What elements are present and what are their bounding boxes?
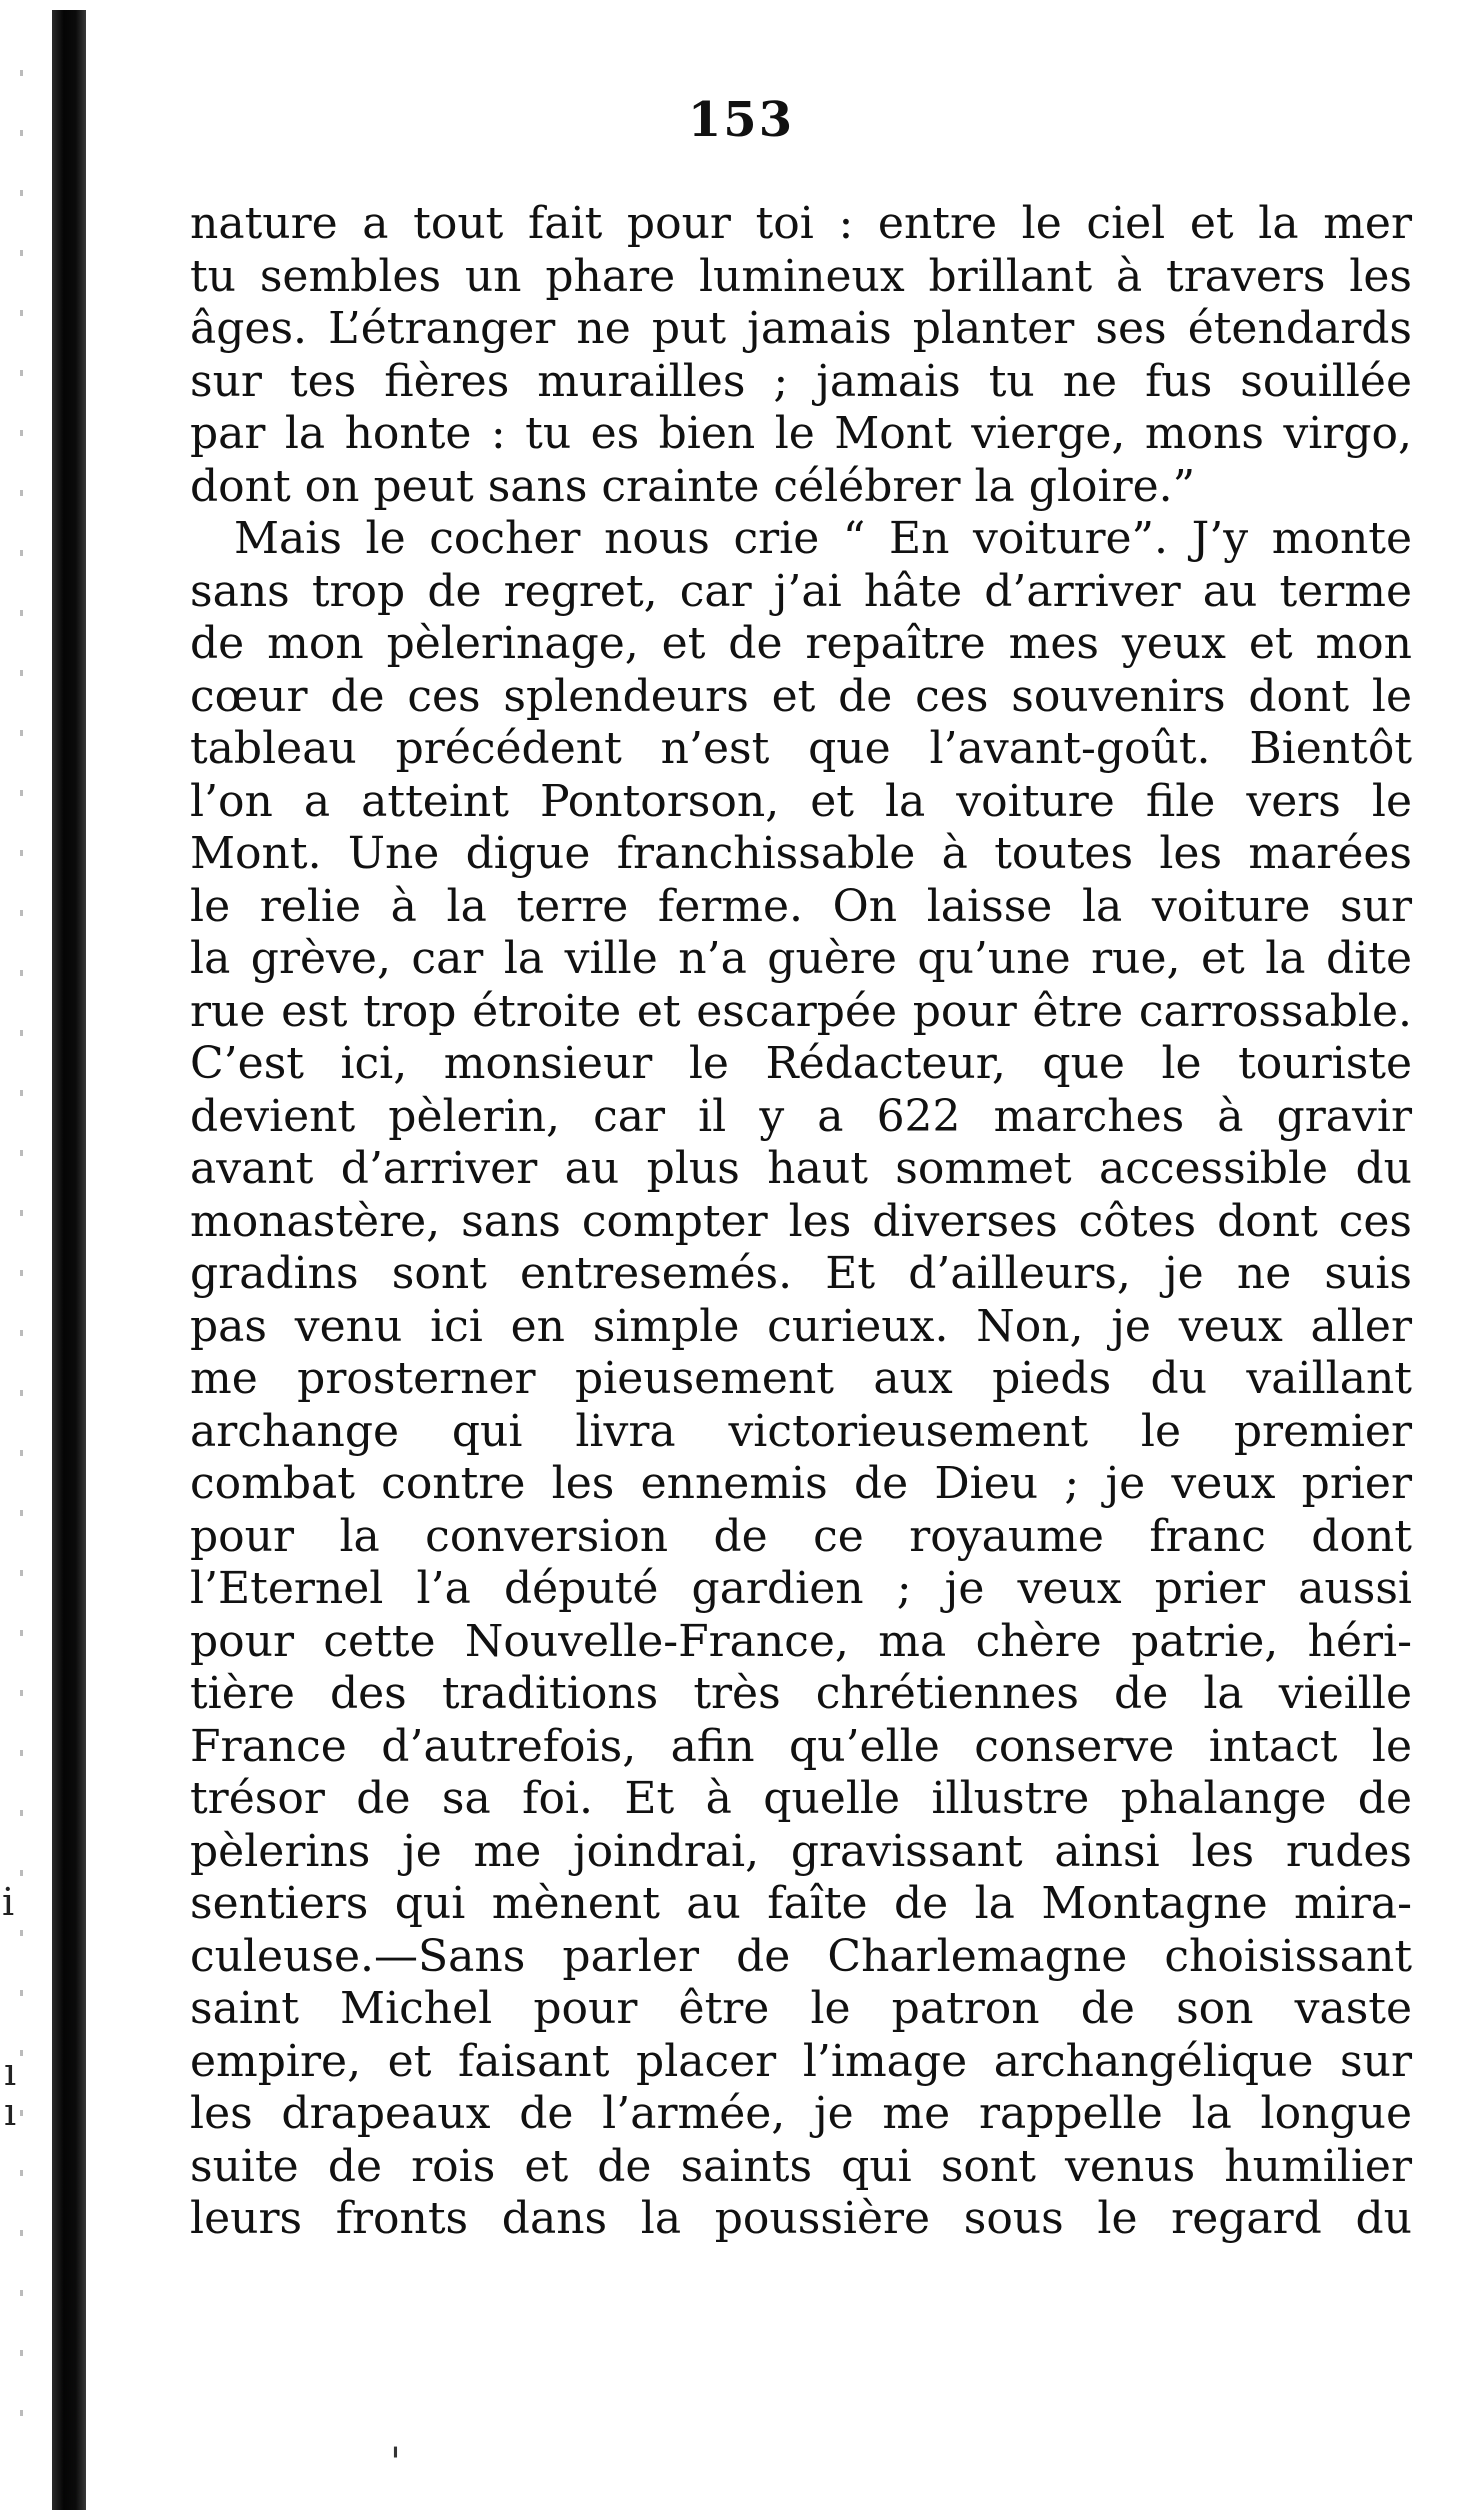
text-line: pour cette Nouvelle-France, ma chère patrie, héri- (190, 1615, 1412, 1667)
text-line: avant d’arriver au plus haut sommet accessible du (190, 1143, 1412, 1194)
text-line: pour la conversion de ce royaume franc dont (190, 1510, 1412, 1562)
text-line: Mais le cocher nous crie “ En voiture”. J’y monte (234, 513, 1412, 564)
text-line: leurs fronts dans la poussière sous le regard du (190, 2193, 1412, 2244)
text-line: nature a tout fait pour toi : entre le ciel et la mer (190, 198, 1412, 249)
text-line: la grève, car la ville n’a guère qu’une rue, et la dite (190, 933, 1412, 984)
text-line: suite de rois et de saints qui sont venus humilier (190, 2140, 1412, 2192)
text-line: les drapeaux de l’armée, je me rappelle la longue (190, 2088, 1412, 2139)
body-text (190, 198, 1412, 2246)
text-line: pas venu ici en simple curieux. Non, je veux aller (190, 1300, 1412, 1352)
text-line: archange qui livra victorieusement le premier (190, 1405, 1412, 1457)
text-line: dont on peut sans crainte célébrer la gloire.” (190, 460, 1196, 512)
text-line: tière des traditions très chrétiennes de la vieille (190, 1668, 1412, 1719)
text-line: l’Eternel l’a député gardien ; je veux prier aussi (190, 1563, 1412, 1614)
text-line: tableau précédent n’est que l’avant-goût. Bientôt (190, 723, 1412, 774)
text-line: sentiers qui mènent au faîte de la Montagne mira- (190, 1878, 1412, 1929)
text-line: pèlerins je me joindrai, gravissant ainsi les rudes (190, 1825, 1412, 1877)
text-line: rue est trop étroite et escarpée pour être carrossable. (190, 985, 1412, 1037)
scan-margin-streak (20, 70, 23, 2470)
text-line: C’est ici, monsieur le Rédacteur, que le touriste (190, 1038, 1412, 1089)
text-line: l’on a atteint Pontorson, et la voiture file vers le (190, 775, 1412, 827)
text-line: de mon pèlerinage, et de repaître mes yeux et mon (190, 618, 1412, 669)
text-line: culeuse.—Sans parler de Charlemagne choisissant (190, 1930, 1412, 1982)
margin-speck: ı (4, 2090, 17, 2134)
text-line: saint Michel pour être le patron de son vaste (190, 1983, 1412, 2034)
text-line: me prosterner pieusement aux pieds du vaillant (190, 1353, 1412, 1404)
text-line: combat contre les ennemis de Dieu ; je veux prier (190, 1458, 1412, 1509)
text-line: monastère, sans compter les diverses côtes dont ces (190, 1195, 1412, 1247)
text-line: gradins sont entresemés. Et d’ailleurs, je ne suis (190, 1248, 1412, 1299)
scan-binding-edge (52, 10, 86, 2510)
text-line: sans trop de regret, car j’ai hâte d’arriver au terme (190, 565, 1412, 617)
margin-speck: i (2, 1880, 15, 1924)
margin-speck: ı (4, 2050, 17, 2094)
text-line: empire, et faisant placer l’image archangélique sur (190, 2035, 1412, 2087)
text-line: cœur de ces splendeurs et de ces souvenirs dont le (190, 670, 1412, 722)
text-line: âges. L’étranger ne put jamais planter ses étendards (190, 303, 1412, 354)
text-line: sur tes fières murailles ; jamais tu ne fus souillée (190, 355, 1412, 407)
text-line: le relie à la terre ferme. On laisse la voiture sur (190, 880, 1412, 932)
text-line: trésor de sa foi. Et à quelle illustre phalange de (190, 1773, 1412, 1824)
page-number: 153 (687, 92, 795, 148)
text-line: tu sembles un phare lumineux brillant à travers les (190, 250, 1412, 302)
text-line: devient pèlerin, car il y a 622 marches à gravir (190, 1090, 1412, 1142)
text-line: Mont. Une digue franchissable à toutes les marées (190, 828, 1412, 879)
text-line: par la honte : tu es bien le Mont vierge, mons virgo, (190, 408, 1412, 459)
stray-ink-mark: ' (390, 2440, 401, 2486)
text-line: France d’autrefois, afin qu’elle conserve intact le (190, 1720, 1412, 1772)
